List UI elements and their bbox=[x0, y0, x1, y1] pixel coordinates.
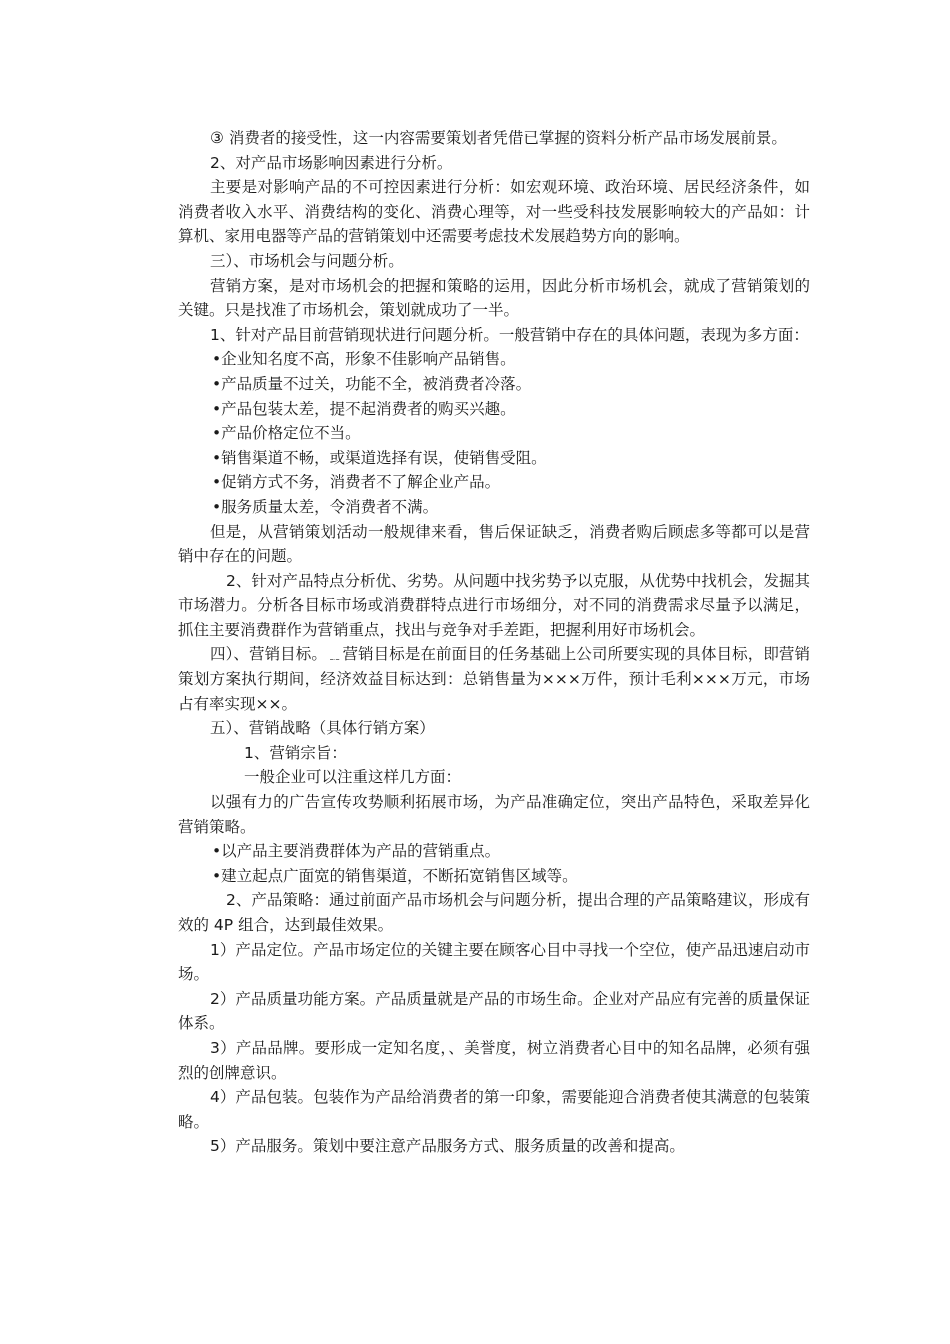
paragraph: 3）产品品牌。要形成一定知名度，、美誉度，树立消费者心目中的知名品牌，必须有强烈的创牌意识。 bbox=[178, 1038, 810, 1082]
paragraph: 1）产品定位。产品市场定位的关键主要在顾客心目中寻找一个空位，使产品迅速启动市场。 bbox=[178, 940, 810, 984]
paragraph: 三）、市场机会与问题分析。 bbox=[210, 251, 404, 270]
bullet-item: •促销方式不务，消费者不了解企业产品。 bbox=[212, 473, 501, 492]
paragraph: 2）产品质量功能方案。产品质量就是产品的市场生命。企业对产品应有完善的质量保证体系。 bbox=[178, 989, 810, 1033]
bullet-item: •产品质量不过关，功能不全，被消费者冷落。 bbox=[212, 374, 532, 393]
paragraph: 2、针对产品特点分析优、劣势。从问题中找劣势予以克服，从优势中找机会，发掘其市场潜力。分析各目标市场或消费群特点进行市场细分，对不同的消费需求尽量予以满足，抓住主要消费群作为营销重点，找出与竞争对手差距，把握利用好市场机会。 bbox=[178, 571, 810, 639]
paragraph: 以强有力的广告宣传攻势顺利拓展市场，为产品准确定位，突出产品特色，采取差异化营销策略。 bbox=[178, 793, 810, 836]
paragraph: 主要是对影响产品的不可控因素进行分析：如宏观环境、政治环境、居民经济条件，如消费者收入水平、消费结构的变化、消费心理等，对一些受科技发展影响较大的产品如：计算机、家用电器等产品的营销策划中还需要考虑技术发展趋势方向的影响。 bbox=[178, 178, 810, 246]
paragraph: 2、对产品市场影响因素进行分析。 bbox=[210, 153, 453, 172]
bullet-item: •产品包装太差，提不起消费者的购买兴趣。 bbox=[212, 399, 516, 418]
paragraph: 营销方案，是对市场机会的把握和策略的运用，因此分析市场机会，就成了营销策划的关键。只是找准了市场机会，策划就成功了一半。 bbox=[178, 276, 810, 320]
paragraph: 1、营销宗旨： bbox=[244, 743, 347, 762]
paragraph: 一般企业可以注重这样几方面： bbox=[244, 768, 462, 787]
paragraph: 五）、营销战略（具体行销方案） bbox=[210, 719, 435, 738]
paragraph: 4）产品包装。包装作为产品给消费者的第一印象，需要能迎合消费者使其满意的包装策略。 bbox=[178, 1088, 810, 1131]
paragraph: 2、产品策略：通过前面产品市场机会与问题分析，提出合理的产品策略建议，形成有效的 4P 组合，达到最佳效果。 bbox=[178, 891, 810, 934]
paragraph: 四）、营销目标。﹎营销目标是在前面目的任务基础上公司所要实现的具体目标，即营销策划方案执行期间，经济效益目标达到：总销售量为×××万件，预计毛利×××万元，市场占有率实现××。 bbox=[178, 645, 810, 713]
bullet-item: •企业知名度不高，形象不佳影响产品销售。 bbox=[212, 350, 516, 369]
document-body bbox=[178, 126, 810, 1159]
paragraph: 5）产品服务。策划中要注意产品服务方式、服务质量的改善和提高。 bbox=[210, 1137, 685, 1156]
paragraph: 但是，从营销策划活动一般规律来看，售后保证缺乏，消费者购后顾虑多等都可以是营销中存在的问题。 bbox=[178, 522, 810, 566]
paragraph: 1、针对产品目前营销现状进行问题分析。一般营销中存在的具体问题，表现为多方面： bbox=[210, 325, 809, 344]
bullet-item: •以产品主要消费群体为产品的营销重点。 bbox=[212, 842, 501, 861]
bullet-item: •产品价格定位不当。 bbox=[212, 424, 361, 443]
paragraph: ③ 消费者的接受性，这一内容需要策划者凭借已掌握的资料分析产品市场发展前景。 bbox=[210, 129, 787, 147]
bullet-item: •建立起点广面宽的销售渠道，不断拓宽销售区域等。 bbox=[212, 866, 578, 885]
bullet-item: •服务质量太差，令消费者不满。 bbox=[212, 497, 439, 516]
bullet-item: •销售渠道不畅，或渠道选择有误，使销售受阻。 bbox=[212, 448, 547, 467]
